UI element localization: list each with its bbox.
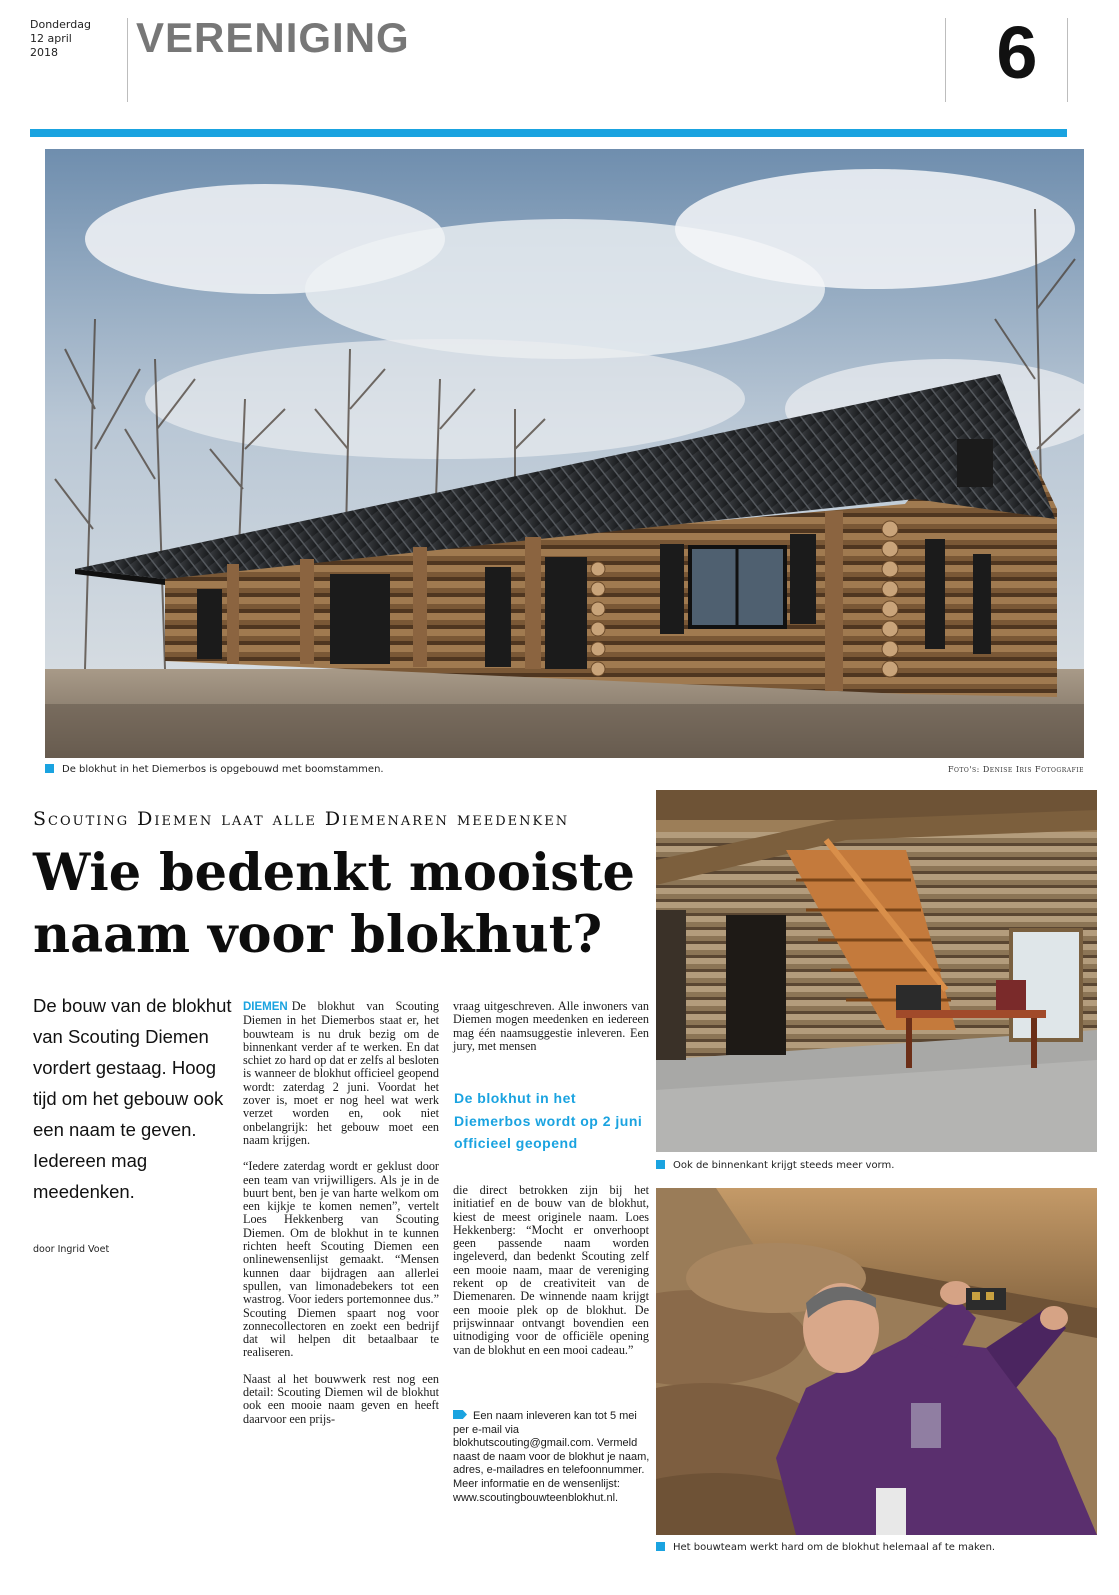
worker-photo-caption <box>656 1542 995 1553</box>
paragraph-text: De blokhut van Scouting Diemen in het Diemerbos staat er, het bouwteam is nu druk bezig om de binnenkant verder af te werken. En dat schiet zo hard op dat er zelfs al besloten is wanneer de blokhut officieel geopend wordt: zaterdag 2 juni. Voordat het zover is, moet er nog heel wat werk verzet worden en, ook niet onbelangrijk: het gebouw moet een naam krijgen. <box>243 999 439 1147</box>
article-lead: De bouw van de blokhut van Scouting Diemen vordert gestaag. Hoog tijd om het gebouw ook een naam te geven. Iedereen mag meedenken. <box>33 995 232 1202</box>
issue-date-text: 12 april <box>30 32 72 45</box>
info-text: Een naam inleveren kan tot 5 mei per e-mail via blokhutscouting@gmail.com. Vermeld naast de naam voor de blokhut je naam, adres, e-mailadres en telefoonnummer. Meer informatie en de wensenlijst: www.scoutingbouwteenblokhut.nl. <box>453 1410 650 1504</box>
dateline: DIEMEN <box>243 1001 288 1013</box>
photo-credit: Foto's: Denise Iris Fotografie <box>947 765 1084 774</box>
caption-marker-icon <box>656 1160 665 1169</box>
paragraph: “Iedere zaterdag wordt er geklust door een team van vrijwilligers. Als je in de buurt bent, ben je van harte welkom om een kijkje te komen nemen”, vertelt Loes Hekkenberg van Scouting Diemen. Om de blokhut in te kunnen richten heeft Scouting Diemen een onlinewensenlijst gemaakt. “Mensen kunnen daar bijdragen aan allerlei spullen, van limonadebekers tot een wastrog. Voor ieders portemonnee dus.” Scouting Diemen spaart nog voor zonnecollectoren en zoekt een bedrijf dat wil helpen dit betaalbaar te realiseren. <box>243 1159 439 1360</box>
interior-photo-caption-text: Ook de binnenkant krijgt steeds meer vorm. <box>673 1160 895 1171</box>
paragraph: die direct betrokken zijn bij het initiatief en de bouw van de blokhut, kiest de meest originele naam. Loes Hekkenberg: “Mocht er onverhoopt geen passende naam worden ingeleverd, dan bedenkt Scouting zelf een mooie naam, maar de vereniging rekent op de creativiteit van de Diemenaren. De winnende naam krijgt een mooie plek op de blokhut. De prijswinnaar ontvangt bovendien een uitnodiging voor de officiële opening van de blokhut en een mooi cadeau.” <box>453 1183 649 1357</box>
paragraph <box>243 1000 439 1147</box>
worker-photo-caption-text: Het bouwteam werkt hard om de blokhut helemaal af te maken. <box>673 1542 996 1553</box>
issue-date <box>30 18 120 60</box>
issue-day: Donderdag <box>30 18 91 31</box>
arrow-right-icon <box>453 1410 467 1419</box>
section-title: VERENIGING <box>136 14 410 61</box>
main-photo-caption-text: De blokhut in het Diemerbos is opgebouwd met boomstammen. <box>62 764 384 775</box>
headline-line-1: Wie bedenkt mooiste <box>33 843 635 903</box>
article-headline <box>33 842 653 966</box>
main-photo-caption <box>45 764 384 775</box>
log-cabin-photo <box>45 149 1084 758</box>
article-column-2-top <box>453 1000 649 1066</box>
paragraph: vraag uitgeschreven. Alle inwoners van Diemen mogen meedenken en iedereen mag één naamsuggestie inleveren. Een jury, met mensen <box>453 999 649 1053</box>
interior-photo-caption <box>656 1160 894 1171</box>
article-kicker: Scouting Diemen laat alle Diemenaren meedenken <box>33 808 570 830</box>
worker-photo <box>656 1188 1097 1535</box>
caption-marker-icon <box>45 764 54 773</box>
caption-marker-icon <box>656 1542 665 1551</box>
headline-line-2: naam voor blokhut? <box>33 905 603 965</box>
issue-year: 2018 <box>30 46 58 59</box>
article-column-2-bottom <box>453 1184 649 1370</box>
header-divider <box>1067 18 1068 102</box>
header-divider <box>945 18 946 102</box>
pull-quote: De blokhut in het Diemerbos wordt op 2 juni officieel geopend <box>454 1090 643 1151</box>
article-byline: door Ingrid Voet <box>33 1244 110 1255</box>
article-column-1 <box>243 1000 439 1439</box>
accent-bar <box>30 129 1067 137</box>
paragraph: Naast al het bouwwerk rest nog een detail: Scouting Diemen wil de blokhut ook een mooie naam geven en heeft daarvoor een prijs- <box>243 1371 439 1426</box>
info-box <box>453 1410 651 1505</box>
page-number: 6 <box>996 11 1038 94</box>
interior-photo <box>656 790 1097 1152</box>
header-divider <box>127 18 128 102</box>
